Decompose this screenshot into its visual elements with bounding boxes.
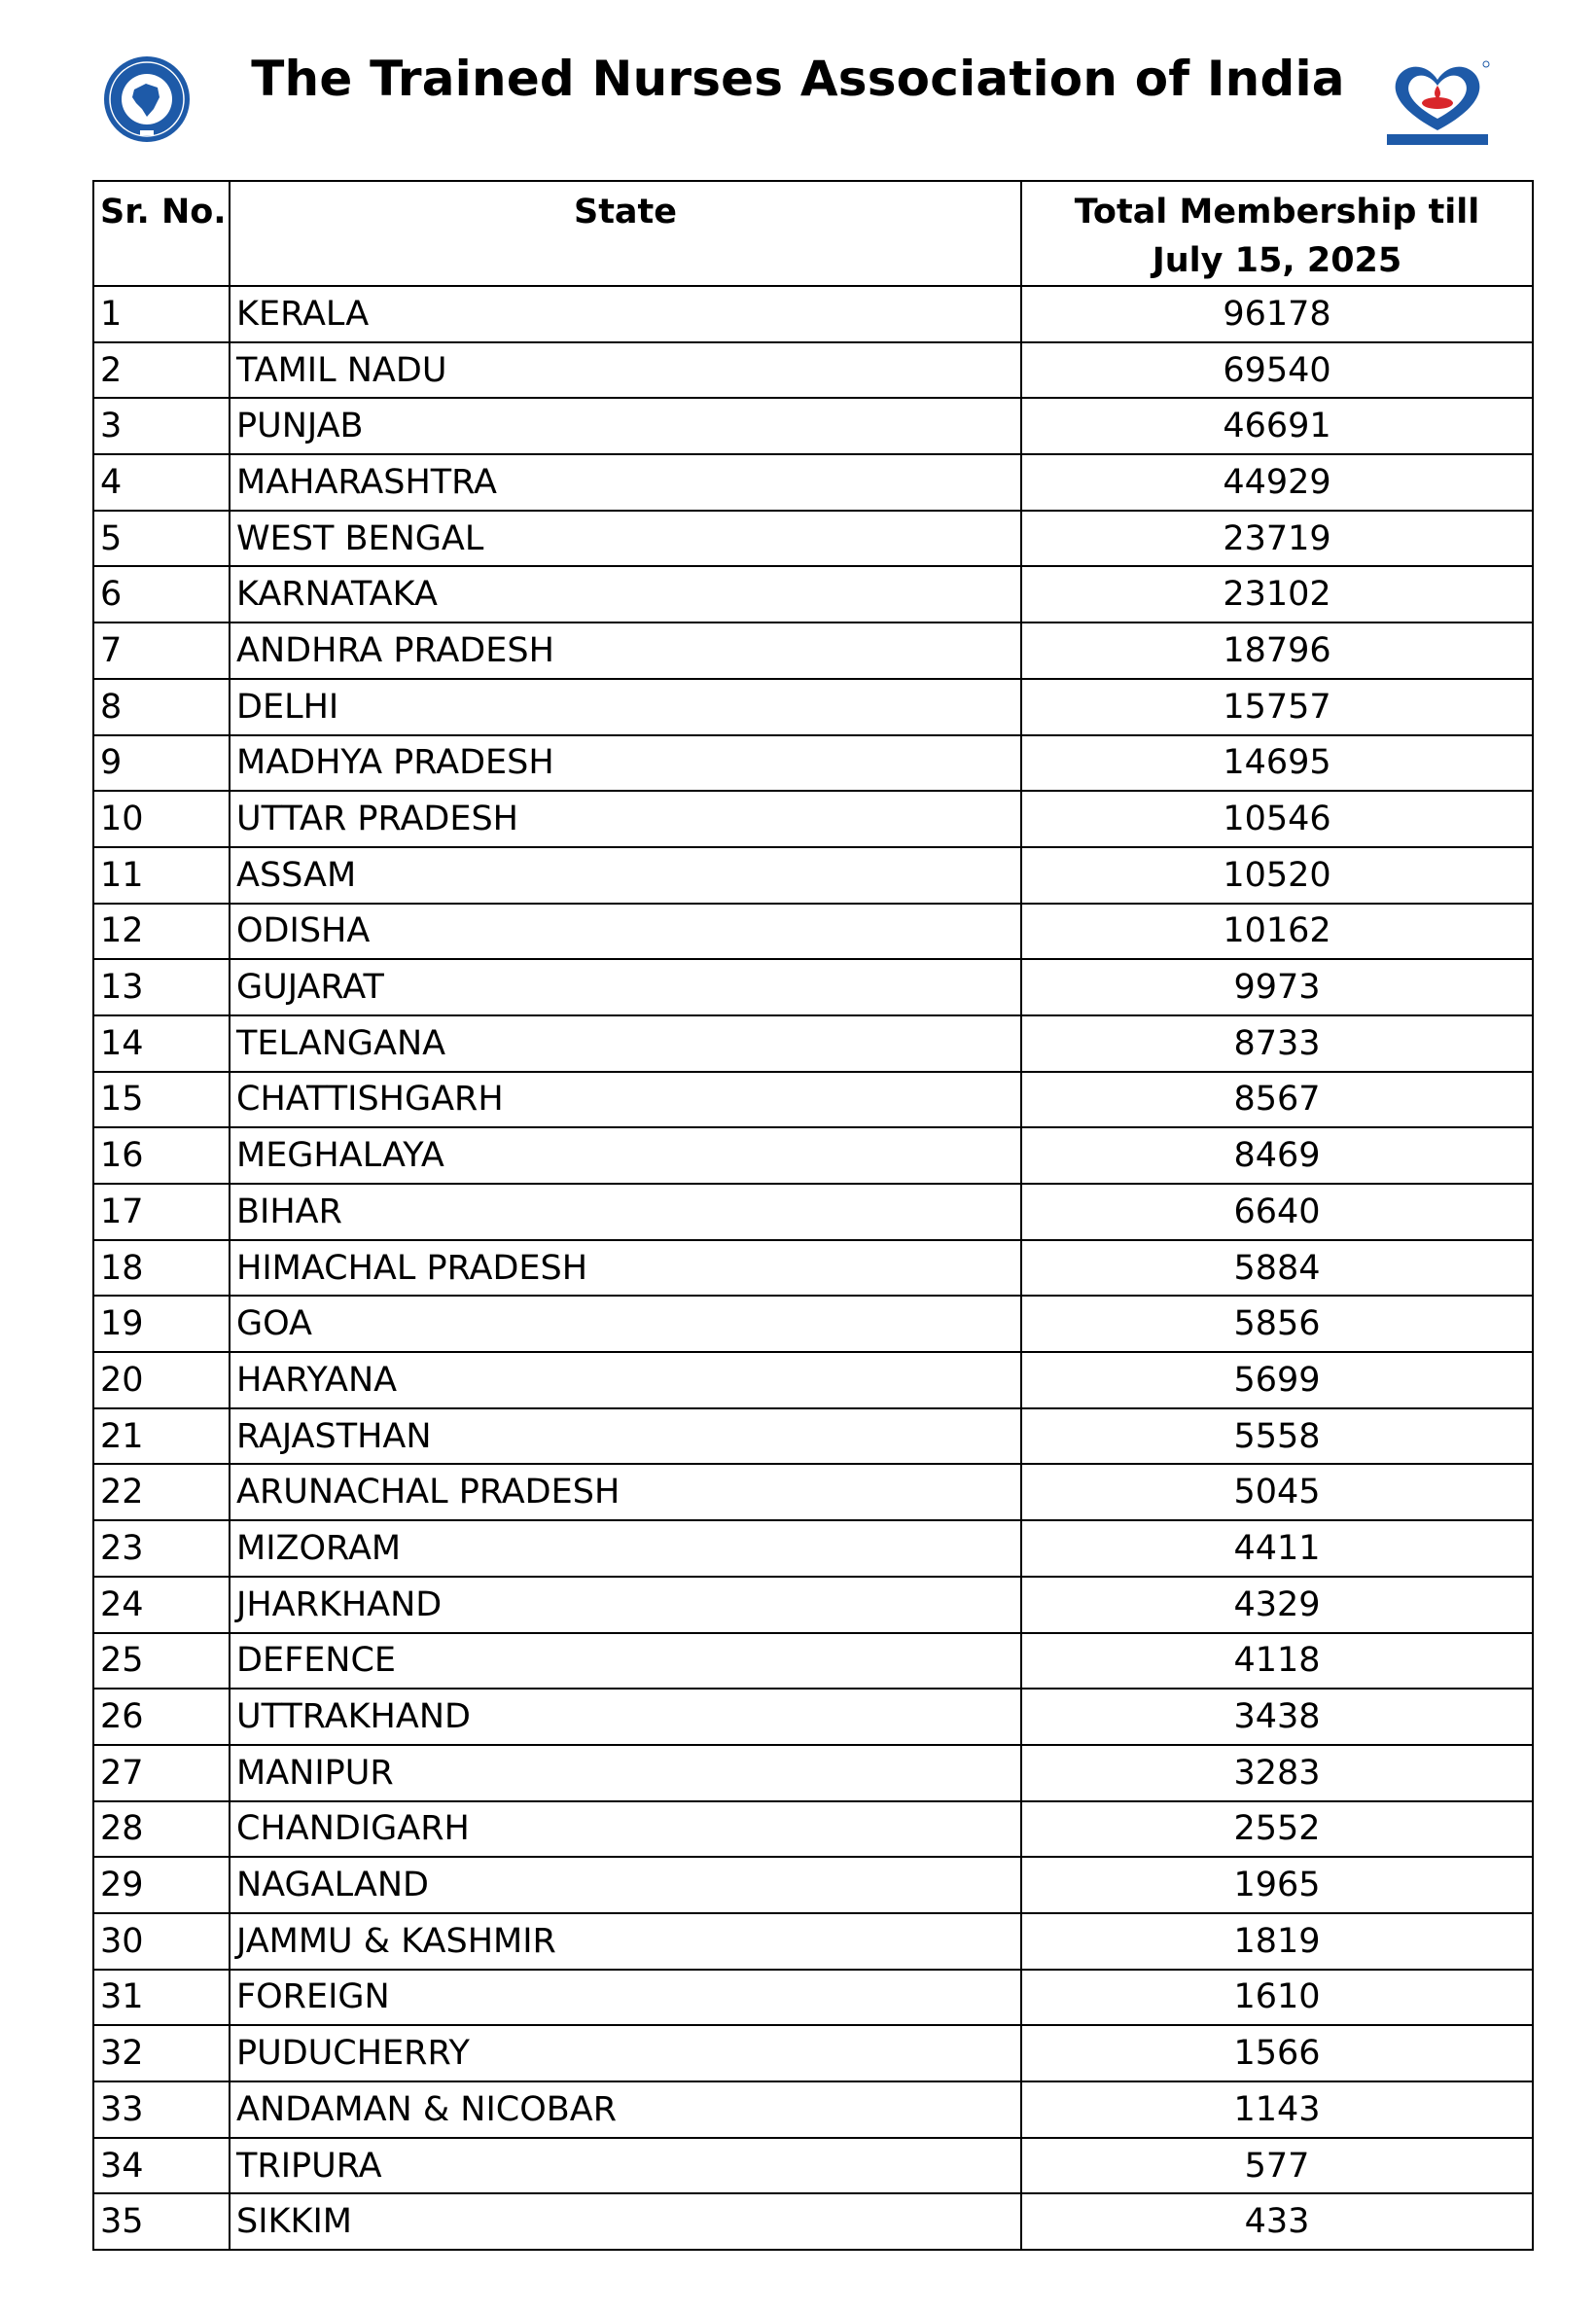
state-cell: GOA: [230, 1296, 1021, 1352]
state-cell: BIHAR: [230, 1184, 1021, 1240]
table-row: [93, 454, 1533, 511]
sr-no-cell: 27: [93, 1745, 230, 1801]
table-row: [93, 1127, 1533, 1184]
table-row: [93, 342, 1533, 399]
table-row: [93, 904, 1533, 960]
table-row: [93, 1801, 1533, 1858]
total-membership-cell: 577: [1021, 2138, 1533, 2194]
state-cell: ANDAMAN & NICOBAR: [230, 2081, 1021, 2138]
sr-no-cell: 5: [93, 511, 230, 567]
sr-no-cell: 25: [93, 1633, 230, 1690]
total-membership-cell: 8469: [1021, 1127, 1533, 1184]
total-membership-cell: 1610: [1021, 1970, 1533, 2026]
table-row: [93, 2193, 1533, 2250]
sr-no-cell: 31: [93, 1970, 230, 2026]
column-header-sr-no: Sr. No.: [93, 181, 230, 286]
sr-no-cell: 32: [93, 2025, 230, 2081]
state-cell: DEFENCE: [230, 1633, 1021, 1690]
sr-no-cell: 18: [93, 1240, 230, 1297]
sr-no-cell: 29: [93, 1857, 230, 1913]
table-row: [93, 1296, 1533, 1352]
page-title: The Trained Nurses Association of India: [251, 51, 1345, 107]
total-membership-cell: 8567: [1021, 1072, 1533, 1128]
sr-no-cell: 19: [93, 1296, 230, 1352]
total-membership-cell: 23102: [1021, 566, 1533, 622]
total-membership-cell: 9973: [1021, 959, 1533, 1015]
sr-no-cell: 22: [93, 1464, 230, 1520]
state-cell: UTTAR PRADESH: [230, 791, 1021, 847]
sr-no-cell: 21: [93, 1408, 230, 1465]
state-cell: MANIPUR: [230, 1745, 1021, 1801]
state-cell: KARNATAKA: [230, 566, 1021, 622]
table-row: [93, 1240, 1533, 1297]
total-membership-cell: 4118: [1021, 1633, 1533, 1690]
table-row: [93, 847, 1533, 904]
sr-no-cell: 2: [93, 342, 230, 399]
state-cell: UTTRAKHAND: [230, 1689, 1021, 1745]
state-cell: FOREIGN: [230, 1970, 1021, 2026]
sr-no-cell: 1: [93, 286, 230, 342]
sr-no-cell: 33: [93, 2081, 230, 2138]
total-membership-cell: 1143: [1021, 2081, 1533, 2138]
sr-no-cell: 12: [93, 904, 230, 960]
total-membership-cell: 96178: [1021, 286, 1533, 342]
total-membership-cell: 23719: [1021, 511, 1533, 567]
total-membership-cell: 5558: [1021, 1408, 1533, 1465]
sr-no-cell: 16: [93, 1127, 230, 1184]
table-row: [93, 1689, 1533, 1745]
sr-no-cell: 23: [93, 1520, 230, 1577]
total-membership-cell: 1819: [1021, 1913, 1533, 1970]
total-membership-cell: 3283: [1021, 1745, 1533, 1801]
state-cell: MIZORAM: [230, 1520, 1021, 1577]
table-row: [93, 1970, 1533, 2026]
table-row: [93, 1745, 1533, 1801]
table-row: [93, 1577, 1533, 1633]
table-row: [93, 679, 1533, 735]
total-membership-cell: 5856: [1021, 1296, 1533, 1352]
table-row: [93, 1072, 1533, 1128]
total-membership-cell: 10162: [1021, 904, 1533, 960]
state-cell: PUDUCHERRY: [230, 2025, 1021, 2081]
total-membership-cell: 433: [1021, 2193, 1533, 2250]
table-row: [93, 2081, 1533, 2138]
table-row: [93, 1857, 1533, 1913]
state-cell: ASSAM: [230, 847, 1021, 904]
table-row: [93, 2138, 1533, 2194]
table-header-row: [93, 181, 1533, 286]
state-cell: ODISHA: [230, 904, 1021, 960]
state-cell: MAHARASHTRA: [230, 454, 1021, 511]
table-row: [93, 791, 1533, 847]
state-cell: KERALA: [230, 286, 1021, 342]
total-membership-cell: 5699: [1021, 1352, 1533, 1408]
state-cell: NAGALAND: [230, 1857, 1021, 1913]
state-cell: MEGHALAYA: [230, 1127, 1021, 1184]
sr-no-cell: 8: [93, 679, 230, 735]
sr-no-cell: 13: [93, 959, 230, 1015]
state-cell: ARUNACHAL PRADESH: [230, 1464, 1021, 1520]
table-row: [93, 1913, 1533, 1970]
sr-no-cell: 11: [93, 847, 230, 904]
total-membership-cell: 1566: [1021, 2025, 1533, 2081]
table-row: [93, 398, 1533, 454]
table-body: [93, 286, 1533, 2250]
total-membership-cell: 10520: [1021, 847, 1533, 904]
sr-no-cell: 30: [93, 1913, 230, 1970]
state-cell: GUJARAT: [230, 959, 1021, 1015]
state-cell: WEST BENGAL: [230, 511, 1021, 567]
table-row: [93, 1520, 1533, 1577]
sr-no-cell: 24: [93, 1577, 230, 1633]
table-row: [93, 286, 1533, 342]
sr-no-cell: 3: [93, 398, 230, 454]
total-membership-cell: 14695: [1021, 735, 1533, 792]
total-membership-cell: 18796: [1021, 622, 1533, 679]
sr-no-cell: 10: [93, 791, 230, 847]
table-row: [93, 1408, 1533, 1465]
state-cell: JAMMU & KASHMIR: [230, 1913, 1021, 1970]
total-membership-cell: 15757: [1021, 679, 1533, 735]
sr-no-cell: 14: [93, 1015, 230, 1072]
table-row: [93, 1633, 1533, 1690]
total-membership-cell: 1965: [1021, 1857, 1533, 1913]
sr-no-cell: 28: [93, 1801, 230, 1858]
total-membership-cell: 4329: [1021, 1577, 1533, 1633]
total-membership-cell: 10546: [1021, 791, 1533, 847]
table-row: [93, 511, 1533, 567]
total-membership-cell: 4411: [1021, 1520, 1533, 1577]
state-cell: RAJASTHAN: [230, 1408, 1021, 1465]
total-membership-cell: 2552: [1021, 1801, 1533, 1858]
table-row: [93, 2025, 1533, 2081]
state-cell: SIKKIM: [230, 2193, 1021, 2250]
sr-no-cell: 34: [93, 2138, 230, 2194]
state-cell: CHANDIGARH: [230, 1801, 1021, 1858]
table-row: [93, 1352, 1533, 1408]
state-cell: HARYANA: [230, 1352, 1021, 1408]
sr-no-cell: 17: [93, 1184, 230, 1240]
sr-no-cell: 35: [93, 2193, 230, 2250]
total-membership-cell: 5045: [1021, 1464, 1533, 1520]
state-cell: DELHI: [230, 679, 1021, 735]
column-header-state: State: [230, 181, 1021, 286]
state-cell: TRIPURA: [230, 2138, 1021, 2194]
sr-no-cell: 7: [93, 622, 230, 679]
state-cell: JHARKHAND: [230, 1577, 1021, 1633]
sr-no-cell: 20: [93, 1352, 230, 1408]
total-membership-cell: 69540: [1021, 342, 1533, 399]
sr-no-cell: 4: [93, 454, 230, 511]
state-cell: MADHYA PRADESH: [230, 735, 1021, 792]
table-row: [93, 1184, 1533, 1240]
table-row: [93, 1464, 1533, 1520]
total-membership-cell: 5884: [1021, 1240, 1533, 1297]
sr-no-cell: 26: [93, 1689, 230, 1745]
total-membership-cell: 8733: [1021, 1015, 1533, 1072]
table-row: [93, 566, 1533, 622]
sr-no-cell: 15: [93, 1072, 230, 1128]
column-header-total-membership: Total Membership till July 15, 2025: [1021, 181, 1533, 286]
total-membership-cell: 44929: [1021, 454, 1533, 511]
table-row: [93, 1015, 1533, 1072]
state-cell: HIMACHAL PRADESH: [230, 1240, 1021, 1297]
table-row: [93, 735, 1533, 792]
table-row: [93, 622, 1533, 679]
total-membership-cell: 6640: [1021, 1184, 1533, 1240]
state-cell: TELANGANA: [230, 1015, 1021, 1072]
state-cell: TAMIL NADU: [230, 342, 1021, 399]
sr-no-cell: 9: [93, 735, 230, 792]
membership-table: [92, 180, 1534, 2251]
total-membership-cell: 3438: [1021, 1689, 1533, 1745]
state-cell: CHATTISHGARH: [230, 1072, 1021, 1128]
table-row: [93, 959, 1533, 1015]
sr-no-cell: 6: [93, 566, 230, 622]
state-cell: ANDHRA PRADESH: [230, 622, 1021, 679]
total-membership-cell: 46691: [1021, 398, 1533, 454]
state-cell: PUNJAB: [230, 398, 1021, 454]
